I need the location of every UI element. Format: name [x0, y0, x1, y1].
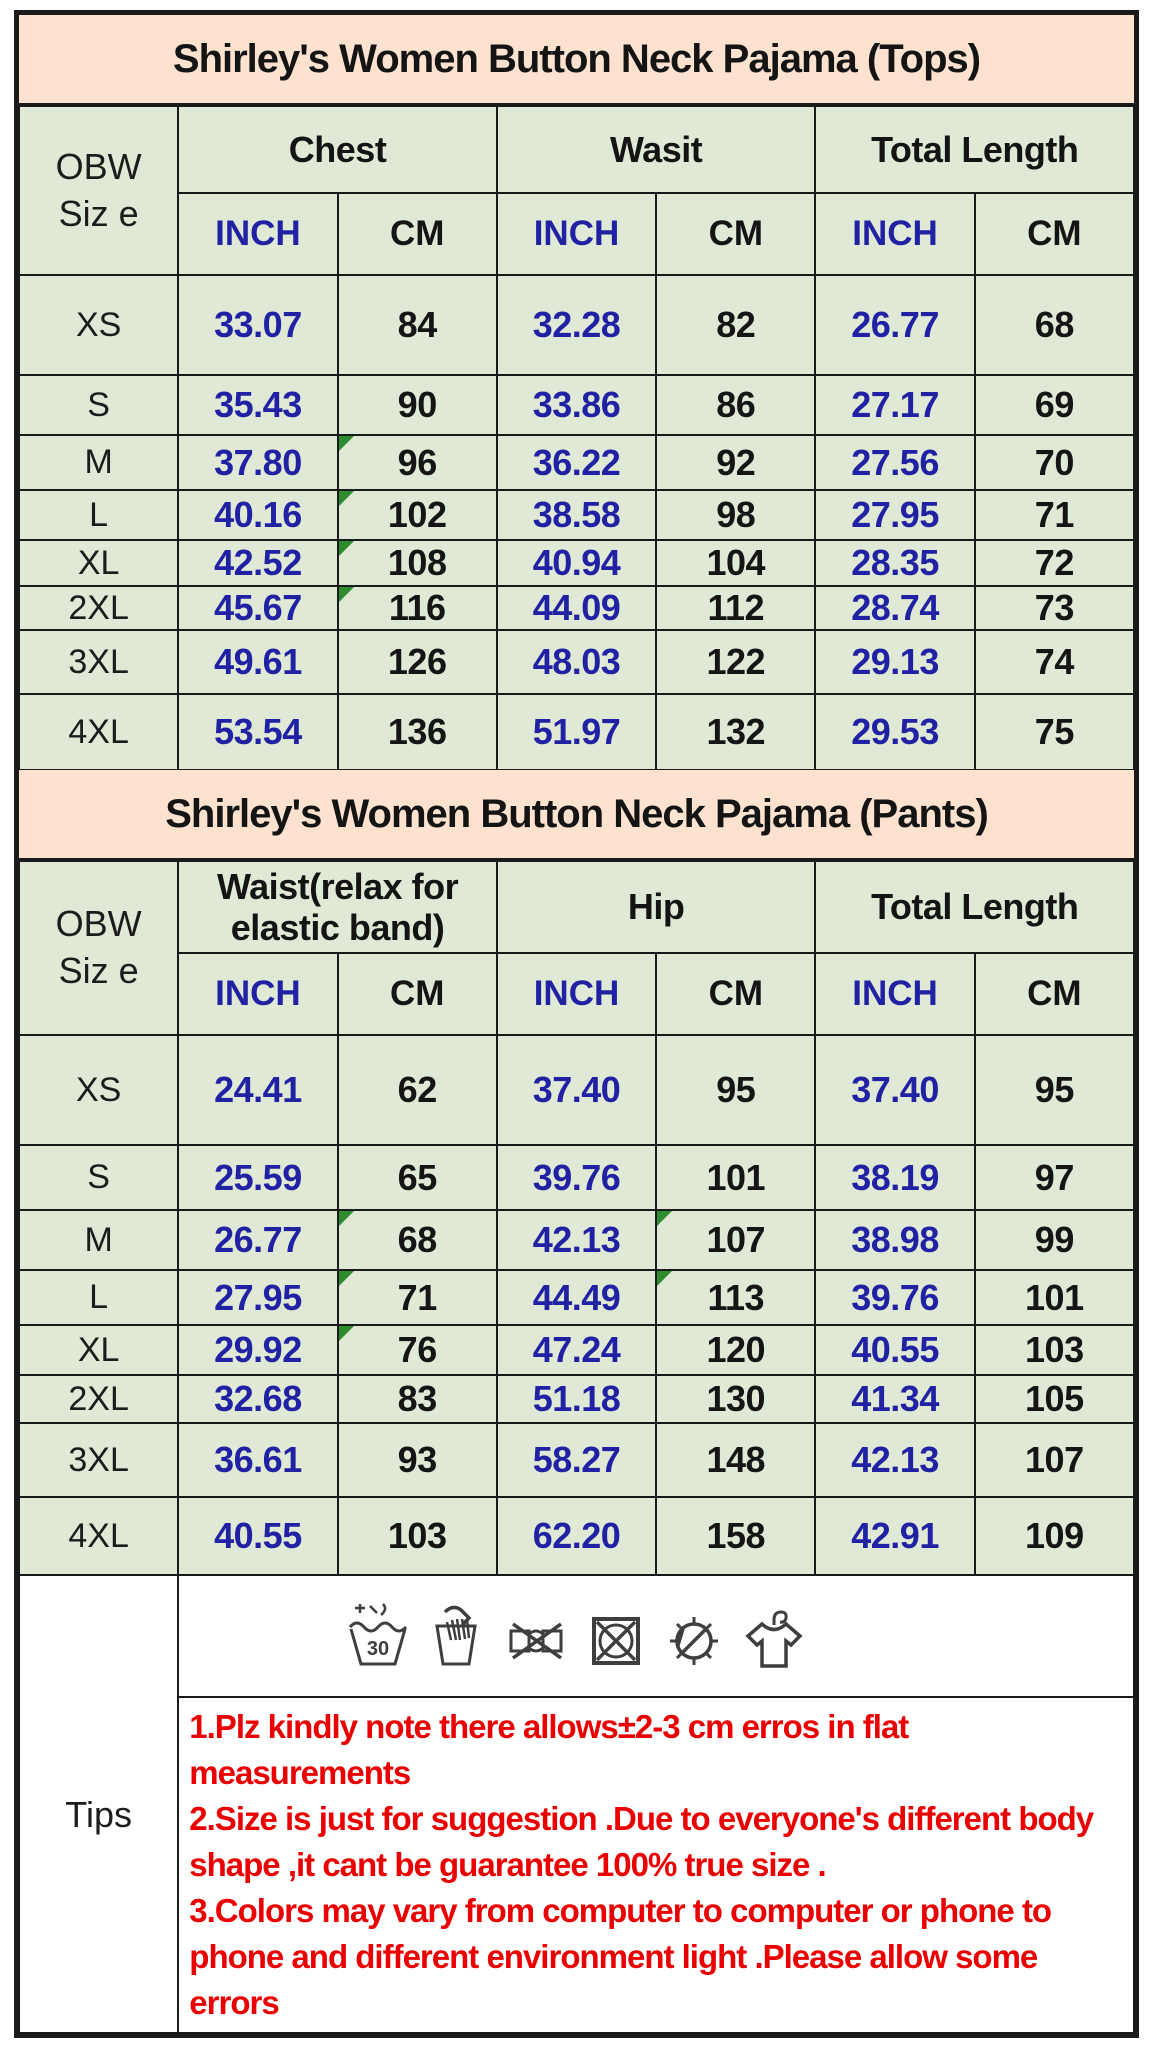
chest-cm-value: 84	[338, 275, 497, 375]
chest-cm-value: 90	[338, 375, 497, 435]
waist-cm-value: 62	[338, 1035, 497, 1145]
tip-item-3: 3.Colors may vary from computer to computer or phone to phone and different environment light .Please allow some errors	[189, 1892, 1052, 2021]
size-header-line2: Siz e	[58, 192, 139, 234]
tops-row-s	[19, 375, 1134, 435]
pants-row-xs	[19, 1035, 1134, 1145]
tops-size-column-header	[19, 106, 178, 275]
length-cm-value: 95	[975, 1035, 1134, 1145]
tops-row-xl	[19, 540, 1134, 586]
waist-inch-value: 25.59	[178, 1145, 337, 1210]
no-tumble-dry-icon	[585, 1598, 647, 1674]
size-label: S	[19, 1145, 178, 1210]
chest-cm-value-with-comment-marker: 116	[338, 586, 497, 630]
hip-cm-value-with-comment-marker: 113	[656, 1270, 815, 1325]
length-inch-value: 26.77	[815, 275, 974, 375]
length-cm-value: 103	[975, 1325, 1134, 1375]
length-inch-value: 27.56	[815, 435, 974, 490]
waist-inch-value: 32.68	[178, 1375, 337, 1423]
waist-cm-value: 93	[338, 1423, 497, 1497]
size-label: 4XL	[19, 694, 178, 770]
hip-cm-value-with-comment-marker: 107	[656, 1210, 815, 1270]
no-sun-dry-icon	[663, 1598, 725, 1674]
waist-inch-value: 44.09	[497, 586, 656, 630]
length-cm-value: 70	[975, 435, 1134, 490]
waist-inch-value: 24.41	[178, 1035, 337, 1145]
care-and-tips-section	[19, 1575, 1134, 2033]
waist-cm-value: 82	[656, 275, 815, 375]
size-header-line1: OBW	[55, 145, 142, 187]
length-cm-value: 105	[975, 1375, 1134, 1423]
hip-cm-value: 148	[656, 1423, 815, 1497]
size-label: XS	[19, 1035, 178, 1145]
size-label: XL	[19, 1325, 178, 1375]
hip-inch-value: 44.49	[497, 1270, 656, 1325]
pants-unit-inch-1: INCH	[178, 953, 337, 1035]
length-inch-value: 28.74	[815, 586, 974, 630]
length-inch-value: 38.19	[815, 1145, 974, 1210]
length-inch-value: 40.55	[815, 1325, 974, 1375]
chest-inch-value: 45.67	[178, 586, 337, 630]
pants-title: Shirley's Women Button Neck Pajama (Pants)	[19, 770, 1134, 861]
hip-inch-value: 47.24	[497, 1325, 656, 1375]
tops-unit-cm-3: CM	[975, 193, 1134, 275]
tops-row-m	[19, 435, 1134, 490]
tops-unit-cm-1: CM	[338, 193, 497, 275]
tops-row-xs	[19, 275, 1134, 375]
waist-cm-value-with-comment-marker: 76	[338, 1325, 497, 1375]
svg-text:30: 30	[367, 1638, 390, 1660]
waist-cm-value: 112	[656, 586, 815, 630]
waist-inch-value: 38.58	[497, 490, 656, 540]
tops-group-chest: Chest	[178, 106, 497, 193]
size-label: L	[19, 490, 178, 540]
length-inch-value: 38.98	[815, 1210, 974, 1270]
waist-inch-value: 40.55	[178, 1497, 337, 1575]
hip-cm-value: 95	[656, 1035, 815, 1145]
pants-row-m	[19, 1210, 1134, 1270]
waist-cm-value: 132	[656, 694, 815, 770]
pants-unit-cm-1: CM	[338, 953, 497, 1035]
chest-inch-value: 33.07	[178, 275, 337, 375]
waist-inch-value: 36.61	[178, 1423, 337, 1497]
tops-group-total-length: Total Length	[815, 106, 1134, 193]
waist-inch-value: 33.86	[497, 375, 656, 435]
size-header-line2: Siz e	[58, 950, 139, 991]
size-label: 3XL	[19, 630, 178, 694]
tops-unit-cm-2: CM	[656, 193, 815, 275]
tops-unit-inch-1: INCH	[178, 193, 337, 275]
pants-unit-inch-3: INCH	[815, 953, 974, 1035]
waist-inch-value: 32.28	[497, 275, 656, 375]
size-label: 2XL	[19, 1375, 178, 1423]
tops-header	[19, 106, 1134, 275]
length-cm-value: 109	[975, 1497, 1134, 1575]
pants-row-l	[19, 1270, 1134, 1325]
tops-row-l	[19, 490, 1134, 540]
pants-unit-inch-2: INCH	[497, 953, 656, 1035]
hip-inch-value: 62.20	[497, 1497, 656, 1575]
length-inch-value: 29.53	[815, 694, 974, 770]
tops-row-3xl	[19, 630, 1134, 694]
length-cm-value: 97	[975, 1145, 1134, 1210]
tops-row-4xl	[19, 694, 1134, 770]
chest-inch-value: 49.61	[178, 630, 337, 694]
size-label: S	[19, 375, 178, 435]
length-cm-value: 72	[975, 540, 1134, 586]
pants-unit-cm-3: CM	[975, 953, 1134, 1035]
waist-cm-value-with-comment-marker: 68	[338, 1210, 497, 1270]
length-inch-value: 37.40	[815, 1035, 974, 1145]
tops-title: Shirley's Women Button Neck Pajama (Tops)	[19, 15, 1134, 106]
hip-inch-value: 42.13	[497, 1210, 656, 1270]
waist-cm-value: 98	[656, 490, 815, 540]
tips-text-cell	[178, 1697, 1134, 2033]
hip-inch-value: 58.27	[497, 1423, 656, 1497]
waist-inch-value: 27.95	[178, 1270, 337, 1325]
hip-cm-value: 158	[656, 1497, 815, 1575]
length-cm-value: 71	[975, 490, 1134, 540]
size-label: 3XL	[19, 1423, 178, 1497]
size-label: XL	[19, 540, 178, 586]
waist-inch-value: 26.77	[178, 1210, 337, 1270]
chest-inch-value: 40.16	[178, 490, 337, 540]
length-cm-value: 99	[975, 1210, 1134, 1270]
pants-row-4xl	[19, 1497, 1134, 1575]
waist-inch-value: 36.22	[497, 435, 656, 490]
chest-cm-value: 136	[338, 694, 497, 770]
length-inch-value: 28.35	[815, 540, 974, 586]
waist-cm-value: 122	[656, 630, 815, 694]
length-cm-value: 75	[975, 694, 1134, 770]
length-cm-value: 68	[975, 275, 1134, 375]
hip-cm-value: 120	[656, 1325, 815, 1375]
waist-inch-value: 51.97	[497, 694, 656, 770]
hip-inch-value: 39.76	[497, 1145, 656, 1210]
size-header-line1: OBW	[55, 903, 142, 945]
waist-inch-value: 29.92	[178, 1325, 337, 1375]
length-inch-value: 41.34	[815, 1375, 974, 1423]
tip-item-2: 2.Size is just for suggestion .Due to everyone's different body shape ,it cant be guarantee 100% true size .	[189, 1800, 1094, 1883]
length-cm-value: 73	[975, 586, 1134, 630]
waist-inch-value: 48.03	[497, 630, 656, 694]
tips-label: Tips	[65, 1794, 132, 1835]
size-chart-sheet	[14, 10, 1139, 2038]
hip-cm-value: 130	[656, 1375, 815, 1423]
no-wring-icon	[503, 1598, 569, 1674]
length-cm-value: 74	[975, 630, 1134, 694]
care-and-tips-right	[178, 1575, 1134, 2033]
chest-inch-value: 42.52	[178, 540, 337, 586]
chest-cm-value-with-comment-marker: 102	[338, 490, 497, 540]
waist-cm-value-with-comment-marker: 71	[338, 1270, 497, 1325]
hip-inch-value: 37.40	[497, 1035, 656, 1145]
pants-row-2xl	[19, 1375, 1134, 1423]
hand-wash-30-icon	[347, 1598, 409, 1674]
length-cm-value: 69	[975, 375, 1134, 435]
waist-cm-value: 104	[656, 540, 815, 586]
tops-group-wasit: Wasit	[497, 106, 816, 193]
length-inch-value: 27.17	[815, 375, 974, 435]
chest-inch-value: 35.43	[178, 375, 337, 435]
chest-inch-value: 53.54	[178, 694, 337, 770]
pants-header	[19, 861, 1134, 1035]
length-inch-value: 42.13	[815, 1423, 974, 1497]
pants-group-total-length: Total Length	[815, 861, 1134, 953]
length-cm-value: 107	[975, 1423, 1134, 1497]
care-icons-row	[178, 1575, 1134, 1697]
waist-cm-value: 92	[656, 435, 815, 490]
pants-row-s	[19, 1145, 1134, 1210]
chest-inch-value: 37.80	[178, 435, 337, 490]
pants-unit-cm-2: CM	[656, 953, 815, 1035]
hip-cm-value: 101	[656, 1145, 815, 1210]
chest-cm-value: 126	[338, 630, 497, 694]
pants-row-3xl	[19, 1423, 1134, 1497]
length-cm-value: 101	[975, 1270, 1134, 1325]
tops-unit-inch-2: INCH	[497, 193, 656, 275]
waist-inch-value: 40.94	[497, 540, 656, 586]
size-label: 2XL	[19, 586, 178, 630]
hang-to-dry-icon	[741, 1598, 807, 1674]
tip-item-1: 1.Plz kindly note there allows±2-3 cm erros in flat measurements	[189, 1708, 909, 1791]
size-label: XS	[19, 275, 178, 375]
pants-row-xl	[19, 1325, 1134, 1375]
pants-size-column-header	[19, 861, 178, 1035]
pants-group-hip: Hip	[497, 861, 816, 953]
hip-inch-value: 51.18	[497, 1375, 656, 1423]
length-inch-value: 39.76	[815, 1270, 974, 1325]
waist-cm-value: 103	[338, 1497, 497, 1575]
length-inch-value: 27.95	[815, 490, 974, 540]
waist-cm-value: 65	[338, 1145, 497, 1210]
chest-cm-value-with-comment-marker: 96	[338, 435, 497, 490]
length-inch-value: 42.91	[815, 1497, 974, 1575]
pants-group-waist: Waist(relax for elastic band)	[178, 861, 497, 953]
chest-cm-value-with-comment-marker: 108	[338, 540, 497, 586]
waist-cm-value: 83	[338, 1375, 497, 1423]
tips-label-cell	[19, 1575, 178, 2033]
size-label: 4XL	[19, 1497, 178, 1575]
length-inch-value: 29.13	[815, 630, 974, 694]
tops-row-2xl	[19, 586, 1134, 630]
size-label: M	[19, 435, 178, 490]
waist-cm-value: 86	[656, 375, 815, 435]
gentle-hand-wash-icon	[425, 1598, 487, 1674]
size-label: L	[19, 1270, 178, 1325]
size-label: M	[19, 1210, 178, 1270]
tops-unit-inch-3: INCH	[815, 193, 974, 275]
